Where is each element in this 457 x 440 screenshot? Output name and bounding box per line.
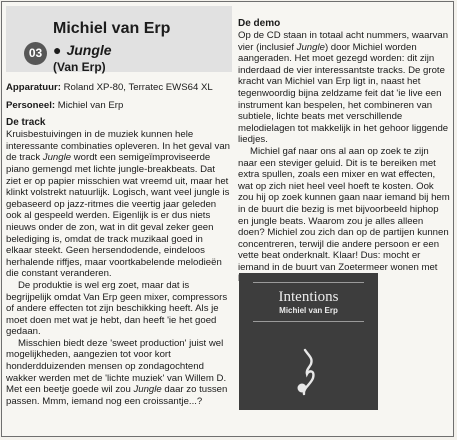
demo-paragraph-1: Op de CD staan in totaal acht nummers, waarvan vier (inclusief Jungle) door Michiel worden aangeraden. Het moet gezegd worden: dit zijn inderdaad de vier interessantste tracks. De grote kracht van Michiel van Erp ligt in, naast het tegenwoordig bijna zeldzame feit dat 'ie live een instrument kan bespelen, het combineren van subtiele, lichte beats met verschillende melodielagen tot makkelijk in het gehoor liggende liedjes. <box>238 30 449 146</box>
cover-bottom-rule <box>253 321 364 322</box>
cover-top-rule <box>253 282 364 283</box>
equipment-value: Roland XP-80, Terratec EWS64 XL <box>63 82 213 93</box>
music-note-icon <box>291 348 321 396</box>
track-section-title: De track <box>6 117 46 129</box>
demo-section-title: De demo <box>238 18 281 29</box>
personnel-value: Michiel van Erp <box>57 99 124 111</box>
album-line <box>53 42 112 58</box>
equipment-field <box>6 82 230 94</box>
album-cover-image <box>239 273 378 410</box>
record-label: (Van Erp) <box>53 60 106 74</box>
review-number-badge: 03 <box>24 42 47 65</box>
right-column <box>238 18 450 285</box>
demo-paragraph-2: Michiel gaf naar ons al aan op zoek te zijn naar een steviger geluid. Dit is te bereiken met extra spullen, zoals een mixer en wat effecten, wat op zich niet heel veel hoeft te kosten. Ook zou hij op zoek kunnen gaan naar iemand bij hem in de buurt die bezig is met bijvoorbeeld hiphop en jungle beats. Waarom zou je alles alleen doen? Michiel zou zich dan op de partijen kunnen concentreren, terwijl die andere persoon er een vette beat onderknalt. Klaar! Dus: mocht er iemand in de buurt van Zoetermeer wonen met <box>238 145 450 273</box>
cover-artist: Michiel van Erp <box>279 306 338 315</box>
cover-title: Intentions <box>278 289 339 305</box>
personnel-label: Personeel: <box>6 99 56 111</box>
personnel-field <box>6 100 230 112</box>
left-column <box>6 82 230 407</box>
track-paragraph-1: Kruisbestuivingen in de muziek kunnen hele interessante combinaties opleveren. In het geval van de track Jungle wordt een semigeïmproviseerde piano gemengd met lichte jungle-breakbeats. Dat ziet er op papier misschien wat vreemd uit, maar het klinkt volstrekt natuurlijk. Logisch, want veel jungle is gebaseerd op jazz-ritmes die veertig jaar geleden ook al gespeeld werden. Eigenlijk is er dus niets nieuws onder de zon, wat in dit geval zeker geen belediging is, omdat de track muzikaal goed in elkaar steekt. Geen hersendodende, eindeloos herhalende riffjes, maar voortkabelende melodieën die constant veranderen. <box>6 129 230 280</box>
album-title: Jungle <box>66 42 112 58</box>
track-paragraph-3: Misschien biedt deze 'sweet production' juist wel mogelijkheden, aangezien tot voor kort honderdduizenden mensen op zondagochtend wakker werden met de 'lichte muziek' van Willem D. Met een beetje goede wil zou Jungle daar zo tussen passen. Mmm, iemand nog een croissantje...? <box>6 337 228 407</box>
bullet-icon: ● <box>53 42 62 58</box>
track-paragraph-2: De produktie is wel erg zoet, maar dat is begrijpelijk omdat Van Erp geen mixer, compressors of andere effecten tot zijn beschikking heeft. Als je moet doen met wat je hebt, dan heeft 'ie het goed gedaan. <box>6 279 228 338</box>
equipment-label: Apparatuur: <box>6 82 61 93</box>
review-header <box>6 6 232 72</box>
review-page <box>1 1 454 437</box>
artist-name: Michiel van Erp <box>53 20 171 37</box>
